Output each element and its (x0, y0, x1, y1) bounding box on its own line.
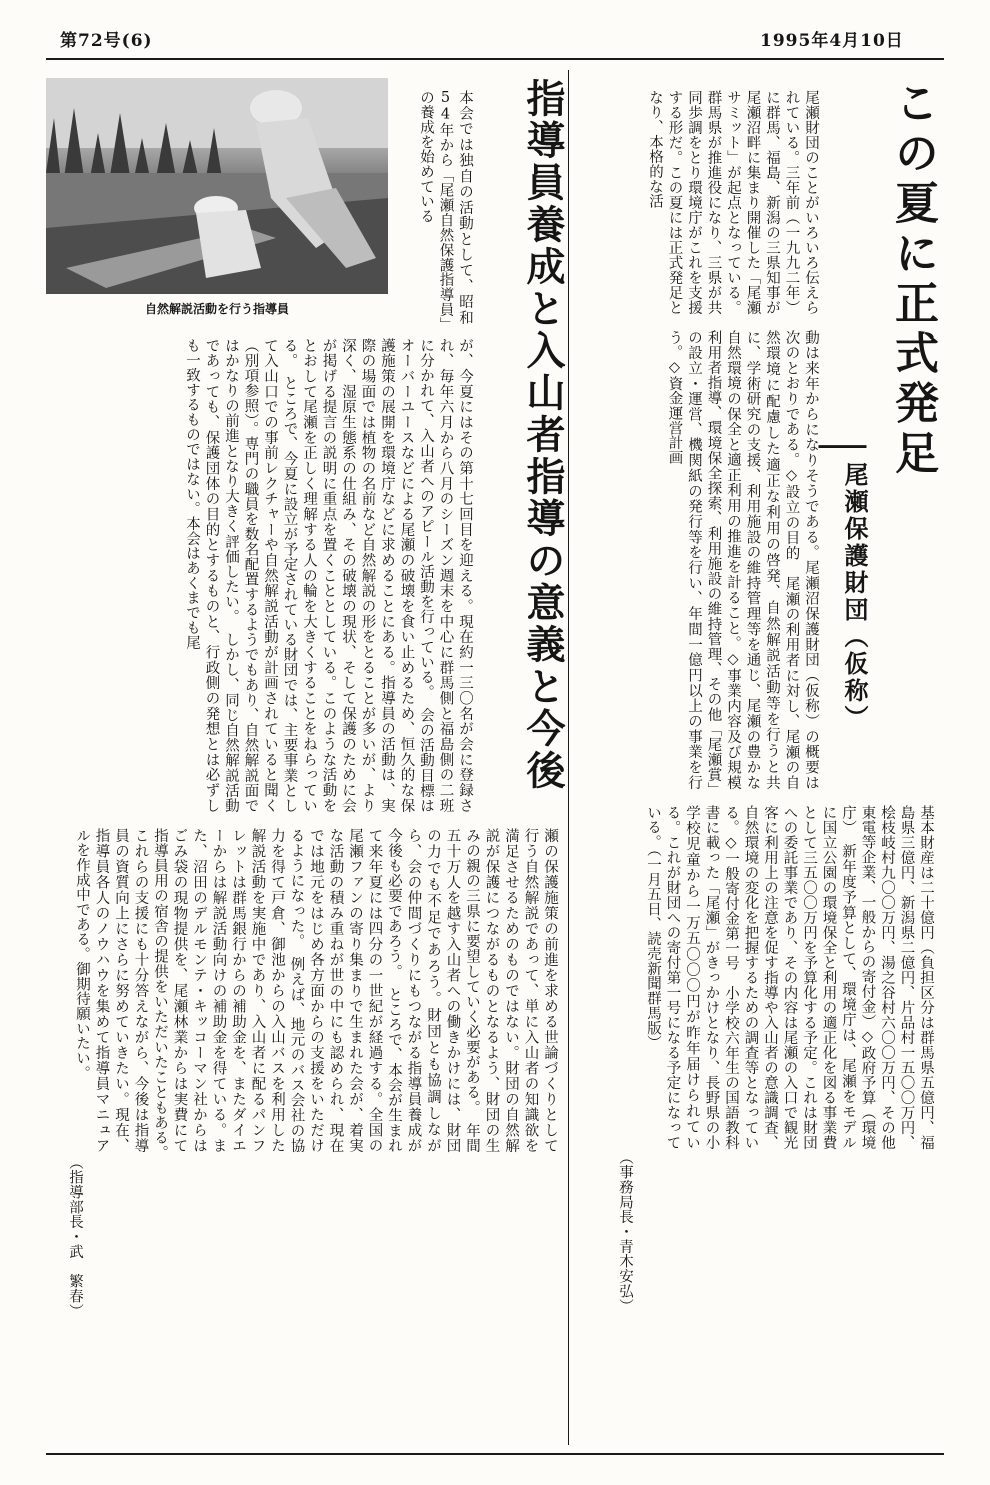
guide-body-intro: 本会では独自の活動として、昭和54年から「尾瀬自然保護指導員」の養成を始めている (418, 90, 473, 325)
foundation-signature: （事務局長・青木安弘） (617, 1150, 633, 1314)
photo-illustration (46, 78, 388, 294)
foundation-subtitle: ―尾瀬保護財団（仮称）― (816, 430, 869, 720)
header-rule (46, 58, 944, 60)
column-divider (568, 70, 569, 1445)
footer-rule (46, 1453, 944, 1455)
guide-signature: （指導部長・武 繁春） (67, 1155, 83, 1319)
foundation-body-upper: 尾瀬財団のことがいろいろ伝えられている。三年前（一九九二年）に群馬、福島、新潟の三県知事が尾瀬沼畔に集まり開催した「尾瀬サミット」が起点となっている。群馬県が推進役になり、三県が共同歩調をとり環境庁がこれを支援する形だ。この夏には正式発足となり、本格的な活 (647, 90, 819, 315)
photo-caption: 自然解説活動を行う指導員 (144, 302, 289, 316)
guide-body-upper: が、今夏にはその第十七回目を迎える。現在約一三〇名が会に登録され、毎年六月から八月のシーズン週末を中心に群馬側と福島側の二班に分かれて、入山者へのアピール活動を行っている。 会の活動目標はオーバーユースなどによる尾瀬の破壊を食い止めるため、恒久的な保護施策の展開を環境庁などに求めることにある。指導員の活動は、実際の場面では植物の名前など自然解説の形をとることが多いが、より深く、湿原生態系の仕組み、その破壊の現状、そして保護のために会が掲げる提言の説明に重点を置くこととしている。このような活動をとおして尾瀬を正しく理解する人の輪を大きくすることをねらっている。 ところで、今夏に設立が予定されている財団では、主要事業として入山口での事前レクチャーや自然解説活動が計画されていると聞く（別項参照）。専門の職員を数名配置するようでもあり、自然解説面ではかなりの前進となり大きく評価したい。 しかし、同じ自然解説活動であっても、保護団体の目的とするものと、行政側の発想とは必ずしも一致するものではない。本会はあくまでも尾 (184, 338, 473, 813)
guide-activity-photo (46, 78, 388, 294)
issue-date: 1995年4月10日 (760, 31, 904, 51)
issue-number: 第72号(6) (60, 31, 153, 51)
foundation-body-lower: 基本財産は二十億円（負担区分は群馬県五億円、福島県三億円、新潟県二億円、片品村一五〇〇万円、桧枝岐村九〇〇万円、湯之谷村六〇〇万円、その他東電等企業、一般からの寄付金）◇政府予算（環境庁） 新年度予算として、環境庁は、尾瀬をモデルに国立公園の環境保全と利用の適正化を図る事業費として三五〇〇万円を予算化する予定。これは財団への委託事業であり、その内容は尾瀬の入口で観光客に利用上の注意を促す指導や入山者の意識調査、自然環境の変化を把握するための調査等となっている。◇一般寄付金第一号 小学校六年生の国語教科書に載った「尾瀬」がきっかけとなり、長野県の小学校児童から一万五〇〇〇円が昨年届けられている。これが財団への寄付第一号になる予定になっている。（一月五日、読売新聞群馬版） (645, 805, 934, 1150)
guide-headline: 指導員養成と入山者指導の意義と今後 (520, 78, 566, 792)
foundation-headline: この夏に正式発足 (887, 80, 938, 480)
guide-body-lower: 瀬の保護施策の前進を求める世論づくりとして行う自然解説であって、単に入山者の知識欲を満足させるためのものではない。財団の自然解説が保護につながるものとなるよう、財団の生みの親の三県に要望していく必要がある。 年間五十万人を越す入山者への働きかけには、財団の力でも不足であろう。財団とも協調しながら、会の仲間づくりにもつながる指導員養成が今後も必要であろう。 ところで、本会が生まれて来年夏には四分の一世紀が経過する。全国の尾瀬ファンの寄り集まりで生まれた会が、着実な活動の積み重ねが世の中にも認められ、現在では地元をはじめ各方面からの支援をいただけるようになった。 例えば、地元のバス会社の協力を得て戸倉、御池からの入山バスを利用した解説活動を実施中であり、入山者に配るパンフレットは群馬銀行からの補助金を、またダイエーからは解説活動向けの補助金を得ている。また、沼田のデルモンテ・キッコーマン社からはごみ袋の現物提供を、尾瀬林業からは実費にて指導員用の宿舎の提供をいただいたこともある。 これらの支援にも十分答えながら、今後は指導員の資質向上にさらに努めていきたい。現在、指導員各人のノウハウを集めて指導員マニュアルを作成中である。御期待願いたい。 (74, 828, 558, 1168)
foundation-body-middle: 動は来年からになりそうである。尾瀬沼保護財団（仮称）の概要は次のとおりである。◇設立の目的 尾瀬の利用者に対し、尾瀬の自然環境に配慮した適正な利用の啓発、自然解説活動等を行うと共に、学術研究の支援、利用施設の維持管理等を通じ、尾瀬の豊かな自然環境の保全と適正利用の推進を計ること。◇事業内容及び規模 利用者指導、環境保全探索、利用施設の維持管理、その他「尾瀬賞」の設立・運営、機関紙の発行等を行い、年間一億円以上の事業を行う。◇資金運営計画 (666, 330, 819, 805)
